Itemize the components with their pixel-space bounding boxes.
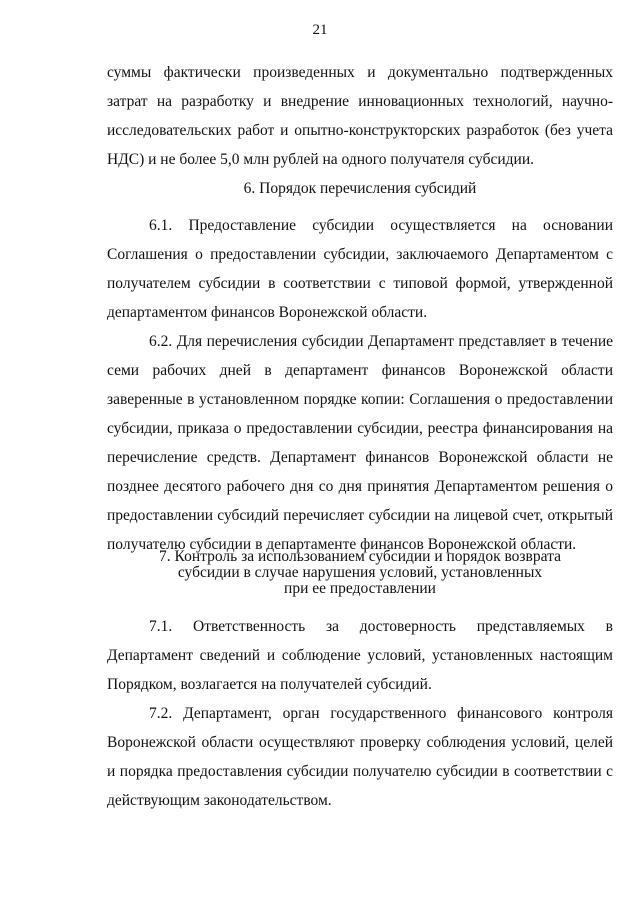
page-number: 21: [312, 22, 328, 38]
paragraph-6-2: 6.2. Для перечисления субсидии Департамент представляет в течение семи рабочих дней в департамент финансов Воронежской области заверенные в установленном порядке копии: Соглашения о предоставлении субсидии, приказа о предоставлении субсидии, реестра финансирования на перечисление средств. Департамент финансов Воронежской области не позднее десятого рабочего дня со дня принятия Департаментом решения о предоставлении субсидий перечисляет субсидии на лицевой счет, открытый получателю субсидии в департаменте финансов Воронежской области.: [107, 333, 613, 553]
section-6-heading: 6. Порядок перечисления субсидий: [243, 180, 477, 197]
section-7-heading-line-2: субсидии в случае нарушения условий, установленных: [177, 564, 543, 581]
section-7-body: [107, 612, 613, 815]
paragraph-7-1: 7.1. Ответственность за достоверность представляемых в Департамент сведений и соблюдение условий, установленных настоящим Порядком, возлагается на получателей субсидий.: [107, 618, 613, 693]
section-6-body: [107, 211, 613, 559]
section-7-heading-line-1: 7. Контроль за использованием субсидии и порядок возврата: [159, 548, 561, 565]
paragraph-7-2: 7.2. Департамент, орган государственного финансового контроля Воронежской области осуществляют проверку соблюдения условий, целей и порядка предоставления субсидии получателю субсидии в соответствии с действующим законодательством.: [107, 705, 613, 809]
intro-paragraph: суммы фактически произведенных и документально подтвержденных затрат на разработку и внедрение инновационных технологий, научно-исследовательских работ и опытно-конструкторских разработок (без учета НДС) и не более 5,0 млн рублей на одного получателя субсидии.: [107, 64, 613, 168]
section-7-heading-block: [107, 549, 613, 597]
section-7-heading-line-3: при ее предоставлении: [284, 580, 436, 597]
section-6-heading-block: [107, 181, 613, 197]
intro-block: [107, 58, 613, 174]
paragraph-6-1: 6.1. Предоставление субсидии осуществляется на основании Соглашения о предоставлении субсидии, заключаемого Департаментом с получателем субсидии в соответствии с типовой формой, утвержденной департаментом финансов Воронежской области.: [107, 217, 613, 321]
